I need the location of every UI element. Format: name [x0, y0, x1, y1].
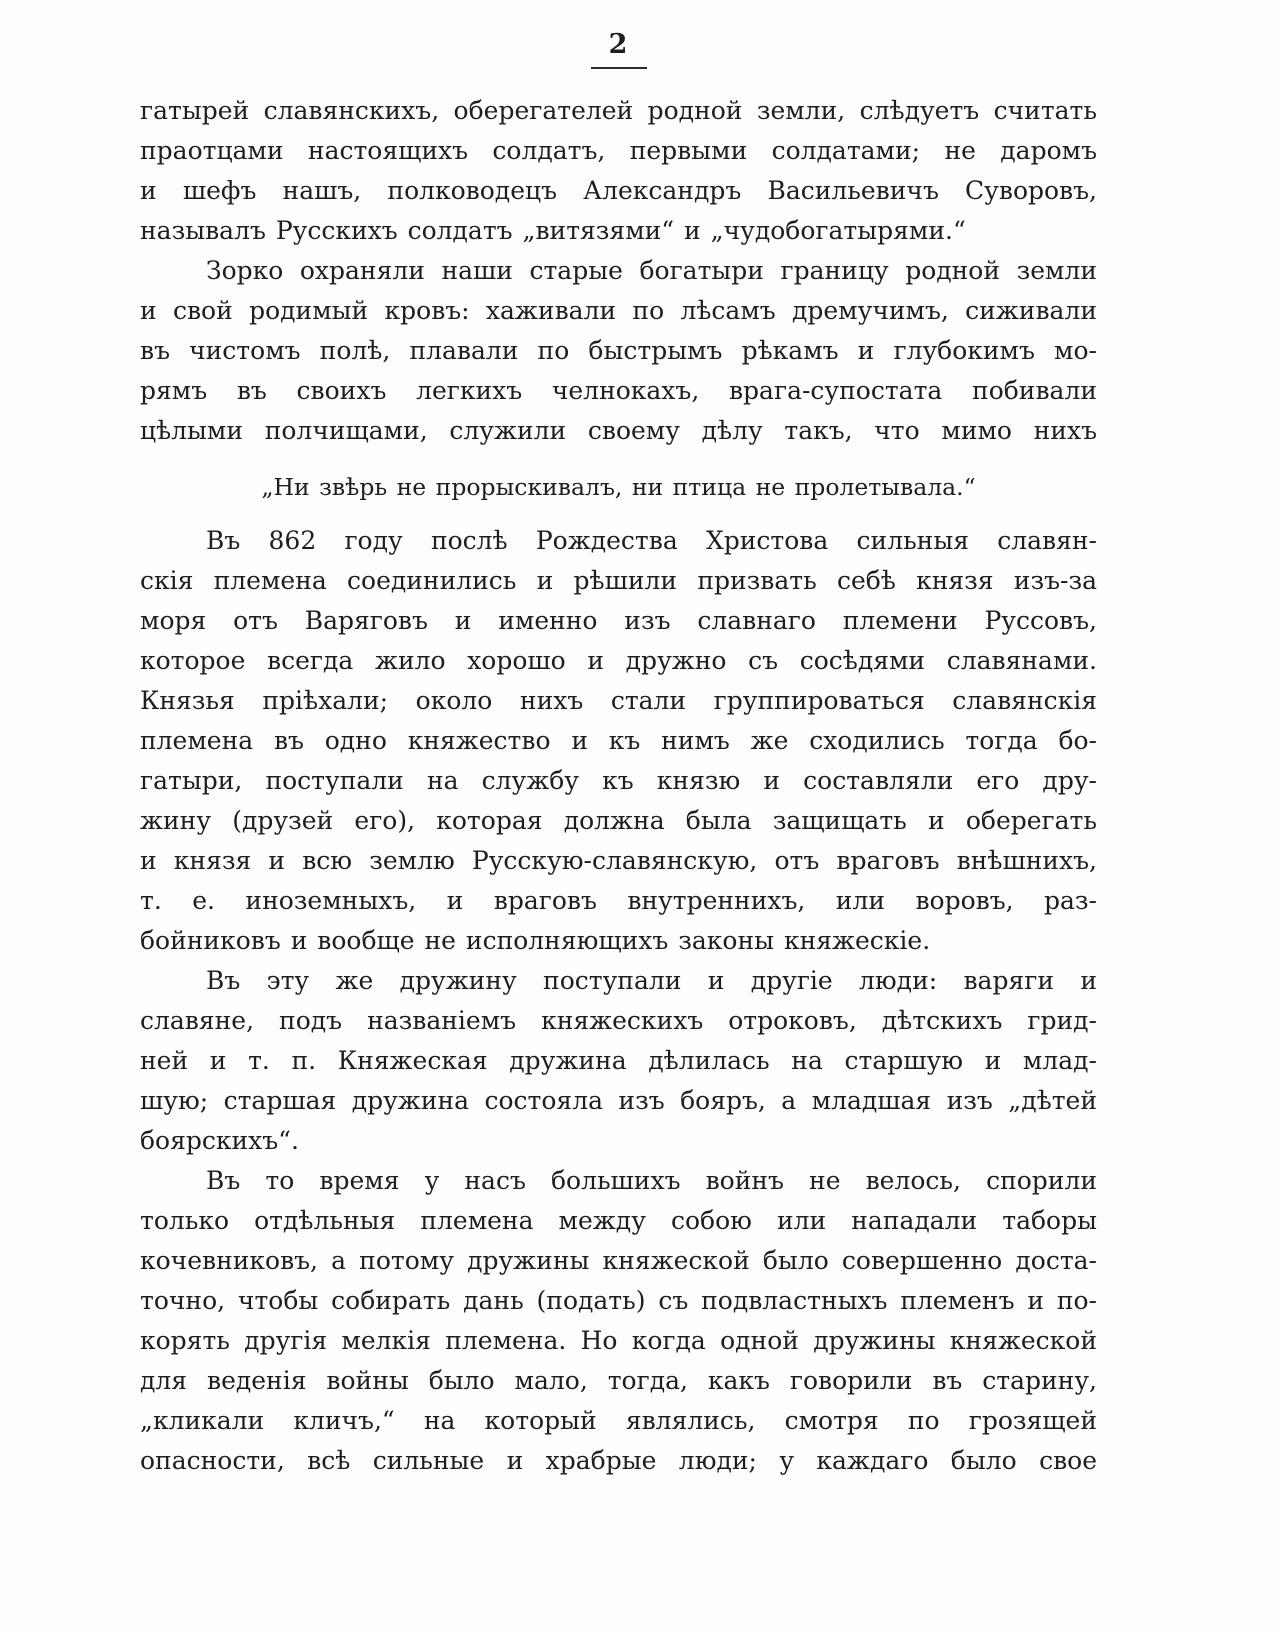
page-number-rule	[591, 67, 647, 69]
paragraph	[140, 251, 1097, 451]
text-line: шую; старшая дружина состояла изъ бояръ, а младшая изъ „дѣтей	[140, 1086, 1097, 1115]
text-line: корять другія мелкія племена. Но когда одной дружины княжеской	[140, 1326, 1097, 1355]
text-line: въ чистомъ полѣ, плавали по быстрымъ рѣкамъ и глубокимъ мо-	[140, 336, 1097, 365]
text-line: опасности, всѣ сильные и храбрые люди; у каждаго было свое	[140, 1446, 1097, 1475]
text-line: боярскихъ“.	[140, 1126, 299, 1155]
text-line: кочевниковъ, а потому дружины княжеской было совершенно доста-	[140, 1246, 1097, 1275]
paragraph	[140, 1161, 1097, 1481]
text-line: моря отъ Варяговъ и именно изъ славнаго племени Руссовъ,	[140, 606, 1097, 635]
text-line: „кликали кличъ,“ на который являлись, смотря по грозящей	[140, 1406, 1097, 1435]
text-line: и князя и всю землю Русскую-славянскую, отъ враговъ внѣшнихъ,	[140, 846, 1097, 875]
text-line: Въ то время у насъ большихъ войнъ не велось, спорили	[206, 1166, 1097, 1195]
text-line: и свой родимый кровъ: хаживали по лѣсамъ дремучимъ, сиживали	[140, 296, 1097, 325]
text-line: для веденія войны было мало, тогда, какъ говорили въ старину,	[140, 1366, 1097, 1395]
text-line: Въ эту же дружину поступали и другіе люди: варяги и	[206, 966, 1097, 995]
text-line: и шефъ нашъ, полководецъ Александръ Васильевичъ Суворовъ,	[140, 176, 1097, 205]
text-line: праотцами настоящихъ солдатъ, первыми солдатами; не даромъ	[140, 136, 1097, 165]
paragraph	[140, 91, 1097, 251]
text-line: славяне, подъ названіемъ княжескихъ отроковъ, дѣтскихъ грид-	[140, 1006, 1097, 1035]
text-line: ней и т. п. Княжеская дружина дѣлилась на старшую и млад-	[140, 1046, 1097, 1075]
text-line: Въ 862 году послѣ Рождества Христова сильныя славян-	[206, 526, 1097, 555]
text-line: гатыри, поступали на службу къ князю и составляли его дру-	[140, 766, 1097, 795]
text-line: гатырей славянскихъ, оберегателей родной земли, слѣдуетъ считать	[140, 96, 1097, 125]
text-line: называлъ Русскихъ солдатъ „витязями“ и „чудобогатырями.“	[140, 216, 966, 245]
paragraph	[140, 961, 1097, 1161]
text-line: Князья пріѣхали; около нихъ стали группироваться славянскія	[140, 686, 1097, 715]
page-header	[140, 30, 1097, 69]
text-line: скія племена соединились и рѣшили призвать себѣ князя изъ-за	[140, 566, 1097, 595]
quote-paragraph	[140, 467, 1097, 507]
text-line: которое всегда жило хорошо и дружно съ сосѣдями славянами.	[140, 646, 1097, 675]
text-line: бойниковъ и вообще не исполняющихъ законы княжескіе.	[140, 926, 931, 955]
paragraph	[140, 521, 1097, 961]
page-text	[140, 91, 1097, 1481]
text-line: „Ни звѣрь не прорыскивалъ, ни птица не пролетывала.“	[261, 473, 976, 501]
text-line: племена въ одно княжество и къ нимъ же сходились тогда бо-	[140, 726, 1097, 755]
text-line: жину (друзей его), которая должна была защищать и оберегать	[140, 806, 1097, 835]
text-line: точно, чтобы собирать дань (подать) съ подвластныхъ племенъ и по-	[140, 1286, 1097, 1315]
text-line: Зорко охраняли наши старые богатыри границу родной земли	[206, 256, 1097, 285]
page-number: 2	[608, 29, 629, 60]
text-line: т. е. иноземныхъ, и враговъ внутреннихъ, или воровъ, раз-	[140, 886, 1097, 915]
text-line: рямъ въ своихъ легкихъ челнокахъ, врага-супостата побивали	[140, 376, 1097, 405]
text-line: цѣлыми полчищами, служили своему дѣлу такъ, что мимо нихъ	[140, 416, 1097, 445]
text-line: только отдѣльныя племена между собою или нападали таборы	[140, 1206, 1097, 1235]
